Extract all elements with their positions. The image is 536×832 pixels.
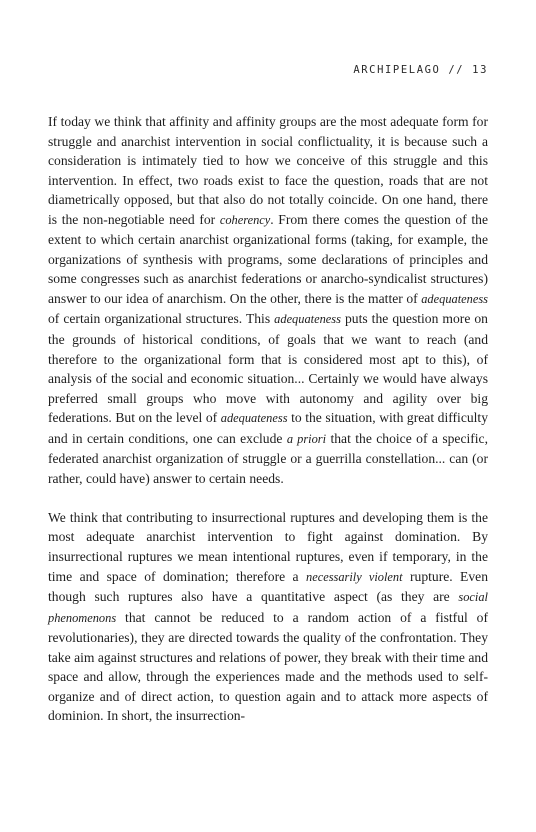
italic-term: adequateness	[274, 312, 341, 327]
running-head: ARCHIPELAGO // 13	[353, 64, 488, 76]
text-segment: puts the question more on the grounds of historical conditions, of goals that we want to reach (and therefore to the organizational form that is considered most apt to this), of analysis of the social and economic situation... Certainly we would have always preferred small groups who move with autonomy and agility over big federations. But on the level of	[48, 311, 488, 426]
text-segment: to the situation, with great difficulty and in certain conditions, one can exclude	[48, 410, 488, 446]
italic-term: adequateness	[421, 291, 488, 306]
italic-term: necessarily violent	[306, 569, 403, 584]
text-segment: We think that contributing to insurrectional ruptures and developing them is the most adequate anarchist intervention to fight against domination. By insurrectional ruptures we mean intentional ruptures, even if temporary, in the time and space of domination; therefore a	[48, 509, 488, 584]
text-segment: . From there comes the question of the extent to which certain anarchist organizational forms (taking, for example, the organizations of synthesis with programs, some declarations of principles and some congresses such as anarchist federations or anarcho-syndicalist structures) answer to our idea of anarchism. On the other, there is the matter of	[48, 211, 488, 306]
paragraph-insurrectional-ruptures	[48, 508, 488, 726]
text-segment: that the choice of a specific, federated anarchist organization of struggle or a guerrilla constellation... can (or rather, could have) answer to certain needs.	[48, 430, 488, 486]
italic-term: a priori	[286, 431, 327, 446]
text-segment: rupture. Even though such ruptures also have a quantitative aspect (as they are	[48, 568, 488, 605]
text-segment: If today we think that affinity and affinity groups are the most adequate form for struggle and anarchist intervention in social conflictuality, it is because such a consideration is intimately tied to how we conceive of this struggle and this intervention. In effect, two roads exist to face the question, roads that are not diametrically opposed, but that also do not totally coincide. On one hand, there is the non-negotiable need for	[48, 114, 488, 227]
text-segment: that cannot be reduced to a random action of a fistful of revolutionaries), they are directed towards the quality of the confrontation. They take aim against structures and relations of power, they break with their time and space and allow, through the experiences made and the methods used to self-organize and of direct action, to question again and to attack more aspects of dominion. In short, the insurrection-	[48, 609, 488, 724]
italic-term: adequateness	[220, 411, 288, 426]
italic-term: social phenomenons	[48, 590, 488, 625]
paragraph-affinity-groups	[48, 112, 488, 488]
text-segment: of certain organizational structures. This	[48, 311, 275, 327]
main-text	[48, 112, 488, 726]
italic-term: coherency	[219, 212, 271, 227]
